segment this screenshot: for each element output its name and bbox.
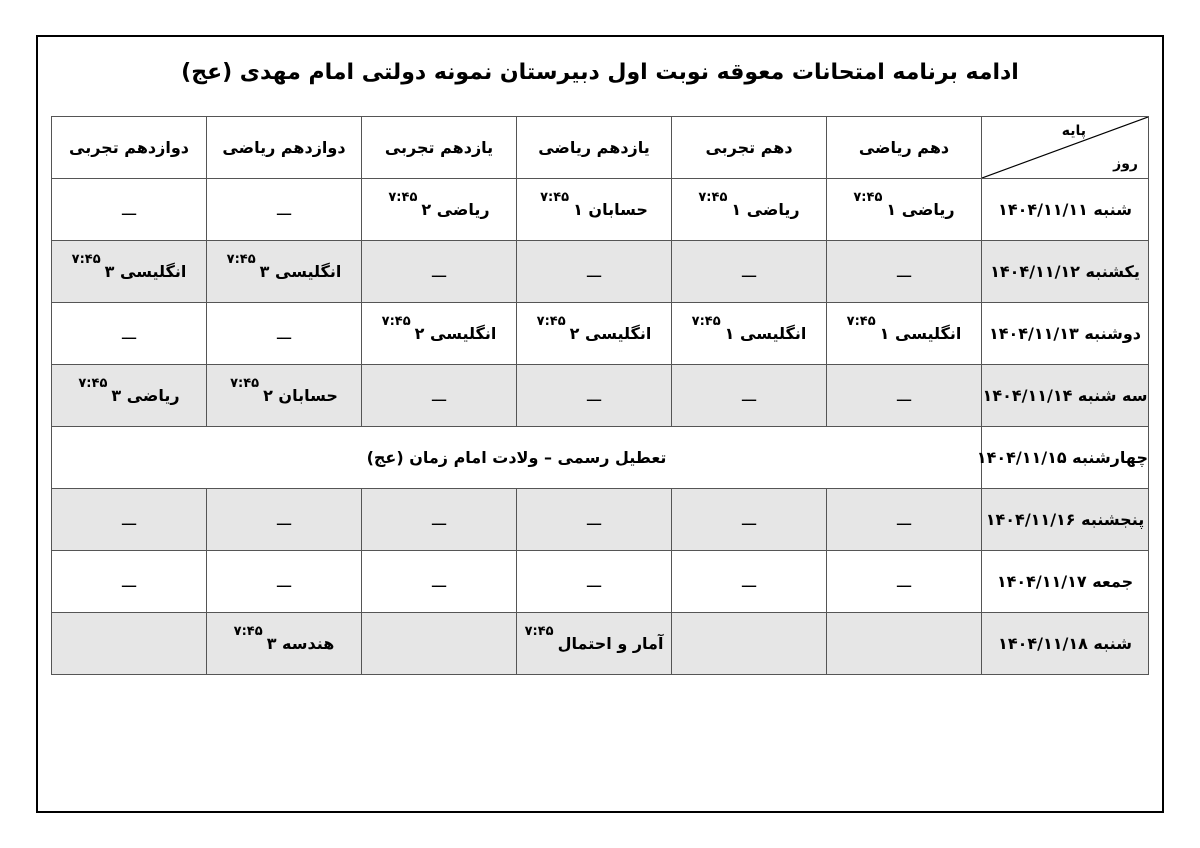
exam-cell: [207, 613, 362, 675]
exam-subject: انگلیسی ۱: [724, 324, 807, 343]
empty-dash-cell: [672, 365, 827, 427]
exam-cell: [207, 365, 362, 427]
table-row: [52, 551, 1149, 613]
exam-time: ۷:۴۵: [536, 314, 566, 329]
dash-placeholder: ـــ: [741, 510, 757, 529]
dash-placeholder: ـــ: [276, 510, 292, 529]
empty-dash-cell: [52, 303, 207, 365]
exam-entry: [381, 314, 497, 343]
dash-placeholder: ـــ: [121, 572, 137, 591]
exam-cell: [517, 303, 672, 365]
dash-placeholder: ـــ: [431, 262, 447, 281]
day-cell: چهارشنبه ۱۴۰۴/۱۱/۱۵: [982, 427, 1149, 489]
exam-time: ۷:۴۵: [381, 314, 411, 329]
exam-entry: [536, 314, 652, 343]
exam-cell: [827, 303, 982, 365]
empty-dash-cell: [827, 551, 982, 613]
column-header: دوازدهم تجربی: [52, 117, 207, 179]
exam-subject: حسابان ۱: [573, 200, 648, 219]
empty-dash-cell: [362, 241, 517, 303]
exam-subject: ریاضی ۲: [421, 200, 490, 219]
table-row: [52, 427, 1149, 489]
day-cell: پنجشنبه ۱۴۰۴/۱۱/۱۶: [982, 489, 1149, 551]
empty-dash-cell: [672, 489, 827, 551]
day-cell: یکشنبه ۱۴۰۴/۱۱/۱۲: [982, 241, 1149, 303]
dash-placeholder: ـــ: [586, 386, 602, 405]
exam-entry: [233, 624, 335, 653]
exam-cell: [672, 303, 827, 365]
dash-placeholder: ـــ: [741, 262, 757, 281]
dash-placeholder: ـــ: [896, 386, 912, 405]
empty-dash-cell: [827, 241, 982, 303]
dash-placeholder: ـــ: [896, 262, 912, 281]
exam-cell: [362, 303, 517, 365]
exam-cell: [827, 179, 982, 241]
empty-dash-cell: [207, 489, 362, 551]
table-row: [52, 365, 1149, 427]
exam-entry: [846, 314, 962, 343]
empty-dash-cell: [362, 365, 517, 427]
empty-dash-cell: [207, 551, 362, 613]
table-row: [52, 303, 1149, 365]
day-cell: شنبه ۱۴۰۴/۱۱/۱۱: [982, 179, 1149, 241]
exam-subject: حسابان ۲: [263, 386, 338, 405]
exam-cell: [52, 365, 207, 427]
day-cell: دوشنبه ۱۴۰۴/۱۱/۱۳: [982, 303, 1149, 365]
corner-label-day: روز: [1113, 156, 1138, 172]
empty-dash-cell: [672, 241, 827, 303]
empty-dash-cell: [52, 179, 207, 241]
table-row: [52, 613, 1149, 675]
exam-subject: انگلیسی ۲: [414, 324, 497, 343]
exam-subject: ریاضی ۱: [731, 200, 800, 219]
blank-cell: [827, 613, 982, 675]
empty-dash-cell: [207, 179, 362, 241]
empty-dash-cell: [362, 551, 517, 613]
exam-subject: ریاضی ۳: [111, 386, 180, 405]
exam-cell: [517, 179, 672, 241]
exam-entry: [388, 190, 490, 219]
exam-time: ۷:۴۵: [846, 314, 876, 329]
empty-dash-cell: [672, 551, 827, 613]
empty-dash-cell: [207, 303, 362, 365]
column-header: یازدهم ریاضی: [517, 117, 672, 179]
table-body: [52, 179, 1149, 675]
column-header: یازدهم تجربی: [362, 117, 517, 179]
exam-schedule-table: [51, 116, 1149, 675]
exam-subject: ریاضی ۱: [886, 200, 955, 219]
table-row: [52, 489, 1149, 551]
page-title: ادامه برنامه امتحانات معوقه نوبت اول دبیرستان نمونه دولتی امام مهدی (عج): [181, 60, 1019, 85]
dash-placeholder: ـــ: [276, 200, 292, 219]
dash-placeholder: ـــ: [121, 510, 137, 529]
exam-time: ۷:۴۵: [691, 314, 721, 329]
dash-placeholder: ـــ: [431, 386, 447, 405]
exam-subject: هندسه ۳: [266, 634, 335, 653]
dash-placeholder: ـــ: [121, 200, 137, 219]
exam-entry: [524, 624, 664, 653]
exam-time: ۷:۴۵: [853, 190, 883, 205]
exam-time: ۷:۴۵: [78, 376, 108, 391]
exam-subject: انگلیسی ۳: [259, 262, 342, 281]
empty-dash-cell: [517, 489, 672, 551]
day-cell: جمعه ۱۴۰۴/۱۱/۱۷: [982, 551, 1149, 613]
dash-placeholder: ـــ: [121, 324, 137, 343]
exam-time: ۷:۴۵: [540, 190, 570, 205]
dash-placeholder: ـــ: [896, 572, 912, 591]
column-header: دوازدهم ریاضی: [207, 117, 362, 179]
blank-cell: [52, 613, 207, 675]
day-cell: شنبه ۱۴۰۴/۱۱/۱۸: [982, 613, 1149, 675]
exam-entry: [226, 252, 342, 281]
exam-entry: [78, 376, 180, 405]
empty-dash-cell: [827, 489, 982, 551]
dash-placeholder: ـــ: [586, 510, 602, 529]
dash-placeholder: ـــ: [431, 510, 447, 529]
exam-subject: آمار و احتمال: [557, 634, 664, 653]
exam-entry: [540, 190, 648, 219]
corner-header-cell: [982, 117, 1149, 179]
exam-cell: [672, 179, 827, 241]
exam-entry: [691, 314, 807, 343]
exam-cell: [207, 241, 362, 303]
exam-entry: [230, 376, 338, 405]
dash-placeholder: ـــ: [586, 262, 602, 281]
dash-placeholder: ـــ: [276, 324, 292, 343]
dash-placeholder: ـــ: [741, 386, 757, 405]
exam-time: ۷:۴۵: [230, 376, 260, 391]
exam-cell: [362, 179, 517, 241]
exam-entry: [71, 252, 187, 281]
empty-dash-cell: [517, 551, 672, 613]
table-header-row: [52, 117, 1149, 179]
exam-time: ۷:۴۵: [388, 190, 418, 205]
empty-dash-cell: [52, 551, 207, 613]
exam-subject: انگلیسی ۲: [569, 324, 652, 343]
empty-dash-cell: [517, 241, 672, 303]
dash-placeholder: ـــ: [276, 572, 292, 591]
corner-label-grade: پایه: [1061, 123, 1086, 139]
exam-time: ۷:۴۵: [226, 252, 256, 267]
column-header: دهم ریاضی: [827, 117, 982, 179]
empty-dash-cell: [362, 489, 517, 551]
exam-entry: [698, 190, 800, 219]
dash-placeholder: ـــ: [586, 572, 602, 591]
holiday-cell: تعطیل رسمی – ولادت امام زمان (عج): [52, 427, 982, 489]
exam-time: ۷:۴۵: [233, 624, 263, 639]
table-row: [52, 241, 1149, 303]
blank-cell: [362, 613, 517, 675]
dash-placeholder: ـــ: [741, 572, 757, 591]
exam-time: ۷:۴۵: [71, 252, 101, 267]
exam-cell: [52, 241, 207, 303]
blank-cell: [672, 613, 827, 675]
empty-dash-cell: [827, 365, 982, 427]
exam-time: ۷:۴۵: [524, 624, 554, 639]
dash-placeholder: ـــ: [431, 572, 447, 591]
empty-dash-cell: [517, 365, 672, 427]
exam-time: ۷:۴۵: [698, 190, 728, 205]
day-cell: سه شنبه ۱۴۰۴/۱۱/۱۴: [982, 365, 1149, 427]
column-header: دهم تجربی: [672, 117, 827, 179]
exam-subject: انگلیسی ۳: [104, 262, 187, 281]
empty-dash-cell: [52, 489, 207, 551]
dash-placeholder: ـــ: [896, 510, 912, 529]
exam-cell: [517, 613, 672, 675]
exam-subject: انگلیسی ۱: [879, 324, 962, 343]
table-row: [52, 179, 1149, 241]
exam-entry: [853, 190, 955, 219]
